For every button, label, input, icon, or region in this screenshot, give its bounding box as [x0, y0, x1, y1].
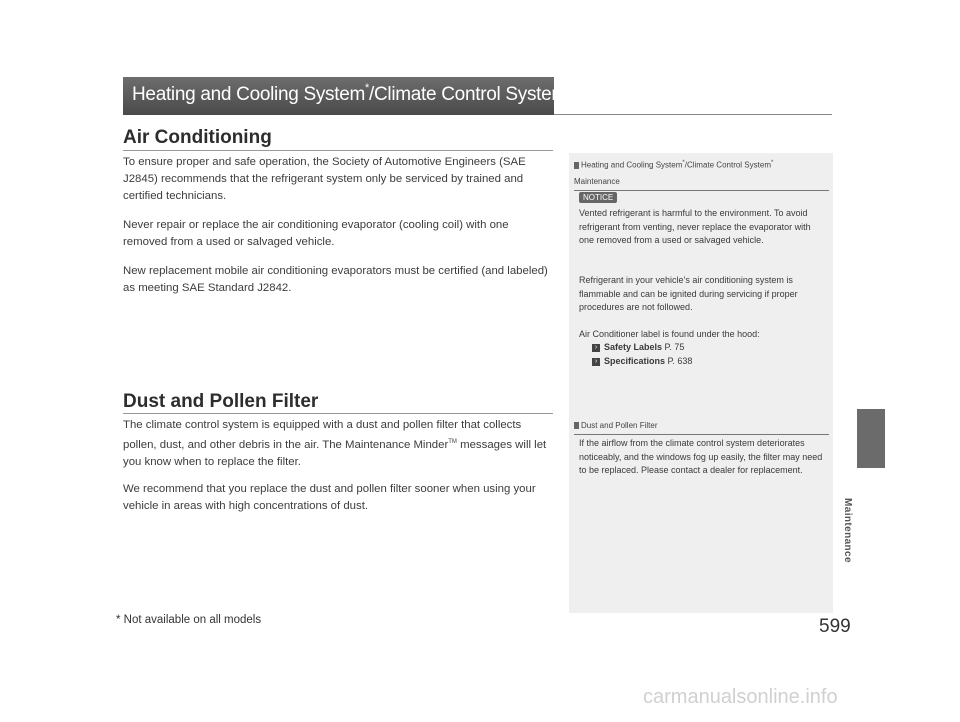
- arrow-icon: ›: [592, 358, 600, 366]
- ac-section-title: Air Conditioning: [123, 127, 272, 148]
- filter-section-rule: [123, 413, 553, 414]
- note1-text-1: Vented refrigerant is harmful to the environment. To avoid refrigerant from venting, never replace the evaporator with one removed from a used or salvaged vehicle.: [579, 208, 811, 245]
- header-star-2: *: [566, 82, 571, 94]
- ref-specifications-page: P. 638: [667, 356, 693, 366]
- note2-heading: [574, 418, 829, 435]
- filter-paragraph-1: [123, 417, 555, 471]
- note1-text-2: Refrigerant in your vehicle’s air conditioning system is flammable and can be ignited during servicing if proper procedures are not followed.: [579, 275, 798, 312]
- ref-specifications[interactable]: [592, 356, 692, 366]
- header-title-part1: Heating and Cooling System: [132, 84, 366, 105]
- ac-section-rule: [123, 150, 553, 151]
- watermark: carmanualsonline.info: [643, 686, 838, 708]
- note-marker-icon: [574, 422, 579, 429]
- trademark-mark: TM: [448, 439, 457, 445]
- filter-paragraph-1-a: The climate control system is equipped with a dust and pollen filter that collects pollen, dust, and other debris in the air. The Maintenance Minder: [123, 419, 522, 451]
- ref-safety-labels[interactable]: [592, 342, 684, 352]
- filter-paragraph-1-b: messages will let you know when to replace the filter.: [123, 438, 547, 468]
- filter-paragraph-2: We recommend that you replace the dust and pollen filter sooner when using your vehicle in areas with high concentrations of dust.: [123, 483, 536, 512]
- note1-heading-a: Heating and Cooling System: [581, 160, 683, 170]
- note1-heading-b: /Climate Control System: [684, 160, 771, 170]
- header-star-1: *: [365, 82, 369, 94]
- notice-badge: NOTICE: [579, 192, 617, 203]
- note2-text: If the airflow from the climate control system deteriorates noticeably, and the windows fog up easily, the filter may need to be replaced. Please contact a dealer for replacement.: [579, 438, 823, 475]
- ref-safety-labels-page: P. 75: [664, 342, 685, 352]
- ref-safety-labels-title: Safety Labels: [604, 342, 663, 352]
- side-tab-label: Maintenance: [842, 498, 853, 563]
- ac-paragraph-1: To ensure proper and safe operation, the Society of Automotive Engineers (SAE J2845) recommends that the refrigerant system only be serviced by trained and certified technicians.: [123, 156, 526, 202]
- note1-heading: [574, 155, 829, 191]
- ac-paragraph-3: New replacement mobile air conditioning evaporators must be certified (and labeled) as meeting SAE Standard J2842.: [123, 265, 548, 294]
- note2-heading-text: Dust and Pollen Filter: [581, 421, 658, 430]
- header-rule: [554, 114, 832, 115]
- chapter-header: [123, 77, 682, 115]
- section-side-tab: [857, 409, 885, 468]
- footnote: * Not available on all models: [116, 614, 262, 626]
- header-title-part3: Maintenance: [570, 84, 682, 105]
- filter-section-title: Dust and Pollen Filter: [123, 391, 319, 412]
- note1-star-1: *: [682, 160, 685, 166]
- arrow-icon: ›: [592, 344, 600, 352]
- header-title-part2: /Climate Control System: [369, 84, 567, 105]
- note1-heading-c: Maintenance: [574, 176, 620, 186]
- ref-specifications-title: Specifications: [604, 356, 666, 366]
- ac-paragraph-2: Never repair or replace the air conditioning evaporator (cooling coil) with one removed from a used or salvaged vehicle.: [123, 219, 509, 248]
- page-number: 599: [819, 616, 851, 637]
- note1-star-2: *: [770, 160, 774, 166]
- note1-text-3: Air Conditioner label is found under the hood:: [579, 329, 760, 339]
- note-marker-icon: [574, 162, 579, 169]
